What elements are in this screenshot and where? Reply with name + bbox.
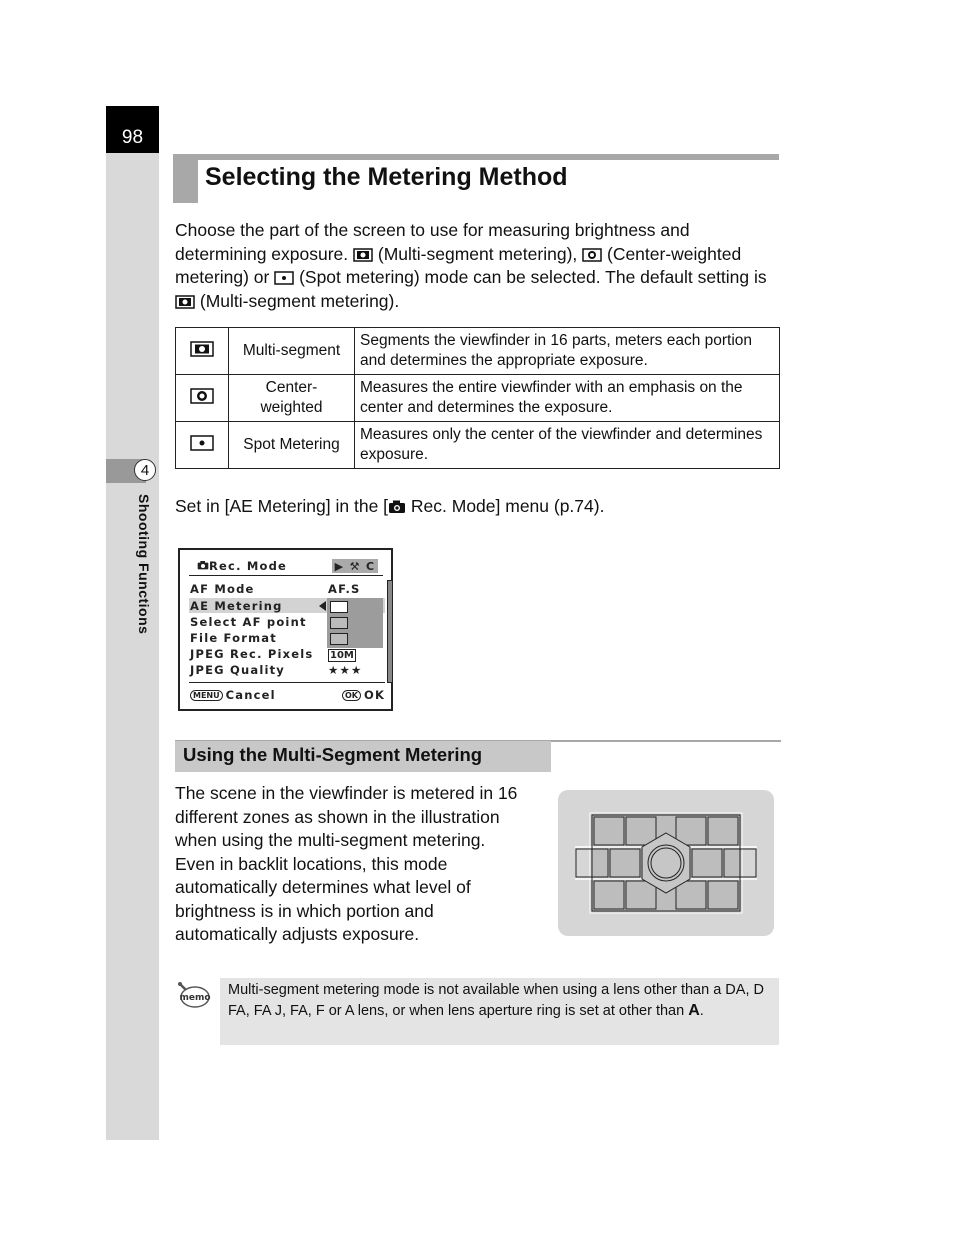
menu-item-selected: AE Metering xyxy=(190,599,283,613)
table-desc-cell: Measures only the center of the viewfinder and determines exposure. xyxy=(355,422,780,469)
intro-text: Choose the part of the screen to use for measuring brightness and determining exposure. (Multi-segment metering), (Center-weighted metering) or (Spot metering) mode can be selected. The default setting is (Multi-segment metering). xyxy=(175,220,767,311)
center-weighted-icon xyxy=(190,388,214,404)
center-weighted-icon xyxy=(582,248,602,262)
memo-icon xyxy=(177,980,211,1010)
spot-icon xyxy=(330,633,348,645)
spot-icon xyxy=(274,271,294,285)
menu-item: JPEG Rec. Pixels xyxy=(190,647,314,661)
camera-menu-screen xyxy=(178,548,393,711)
menu-item: File Format xyxy=(190,631,277,645)
menu-left-arrow-icon xyxy=(319,601,326,611)
table-icon-cell xyxy=(176,422,229,469)
table-desc-cell: Measures the entire viewfinder with an emphasis on the center and determines the exposure. xyxy=(355,375,780,422)
table-icon-cell xyxy=(176,328,229,375)
multi-segment-icon xyxy=(330,601,348,613)
multi-segment-icon xyxy=(190,341,214,357)
menu-item-value: AF.S xyxy=(328,582,361,596)
menu-tab-bar xyxy=(189,556,383,576)
center-weighted-icon xyxy=(330,617,348,629)
camera-icon xyxy=(388,499,406,514)
memo-icon-text: memo xyxy=(179,993,211,1003)
menu-item: Select AF point xyxy=(190,615,307,629)
spot-icon xyxy=(190,435,214,451)
multi-segment-icon xyxy=(175,295,195,309)
custom-icon: C xyxy=(366,559,376,573)
chapter-title: Shooting Functions xyxy=(136,494,152,635)
metering-popup xyxy=(327,598,383,648)
memo-text: Multi-segment metering mode is not available when using a lens other than a DA, D FA, FA J, FA, F or A lens, or when lens aperture ring is set at other than A. xyxy=(228,982,764,1019)
page-number: 98 xyxy=(106,106,159,153)
menu-item-value: 10M xyxy=(330,650,354,661)
table-icon-cell xyxy=(176,375,229,422)
table-name-cell: Center- weighted xyxy=(229,375,355,422)
menu-item: AF Mode xyxy=(190,582,255,596)
subsection-body: The scene in the viewfinder is metered in 16 different zones as shown in the illustration when using the multi-segment metering. Even in backlit locations, this mode automatically determines what level of brightness is in which portion and automatically adjusts exposure. xyxy=(175,783,518,944)
playback-icon: ▶ xyxy=(334,559,345,573)
menu-scrollbar xyxy=(387,580,393,683)
wrench-icon: ⚒ xyxy=(349,559,361,573)
menu-tab-label: Rec. Mode xyxy=(209,559,288,573)
multi-segment-icon xyxy=(353,248,373,262)
table-name-cell: Spot Metering xyxy=(229,422,355,469)
metering-zones-diagram xyxy=(558,790,774,936)
menu-item-value: ★★★ xyxy=(328,663,363,677)
title-block xyxy=(173,154,198,203)
table-row xyxy=(176,328,780,375)
subsection-title: Using the Multi-Segment Metering xyxy=(183,744,483,765)
menu-item: JPEG Quality xyxy=(190,663,286,677)
table-row xyxy=(176,422,780,469)
page-title: Selecting the Metering Method xyxy=(205,163,568,191)
title-rule xyxy=(173,154,779,160)
table-name-cell: Multi-segment xyxy=(229,328,355,375)
camera-icon xyxy=(197,560,209,570)
menu-tab-icons xyxy=(332,559,378,573)
set-in-text: Set in [AE Metering] in the [ Rec. Mode] menu (p.74). xyxy=(175,496,605,516)
menu-divider xyxy=(189,682,385,683)
table-row xyxy=(176,375,780,422)
menu-ok: OK OK xyxy=(342,688,385,702)
table-desc-cell: Segments the viewfinder in 16 parts, meters each portion and determines the appropriate exposure. xyxy=(355,328,780,375)
ok-button-icon: OK xyxy=(342,690,361,701)
chapter-number: 4 xyxy=(134,459,156,481)
menu-cancel: MENU Cancel xyxy=(190,688,276,702)
menu-button-icon: MENU xyxy=(190,690,223,701)
metering-table xyxy=(175,327,780,469)
